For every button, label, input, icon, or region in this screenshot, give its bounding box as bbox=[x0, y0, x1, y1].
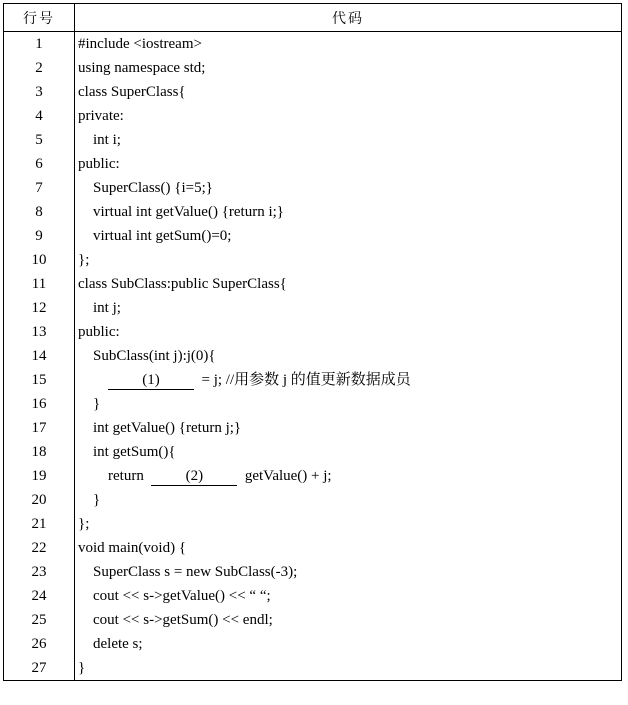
code-line: SuperClass s = new SubClass(-3); bbox=[75, 560, 622, 584]
code-line: } bbox=[75, 392, 622, 416]
table-row bbox=[4, 80, 622, 104]
table-row bbox=[4, 32, 622, 57]
code-fragment: = j; //用参数 j 的值更新数据成员 bbox=[194, 372, 411, 388]
line-number: 27 bbox=[4, 656, 75, 681]
line-number: 2 bbox=[4, 56, 75, 80]
code-line: #include <iostream> bbox=[75, 32, 622, 57]
table-row bbox=[4, 248, 622, 272]
table-row bbox=[4, 488, 622, 512]
code-line: SuperClass() {i=5;} bbox=[75, 176, 622, 200]
code-header: 代码 bbox=[75, 4, 622, 32]
line-number: 25 bbox=[4, 608, 75, 632]
code-table bbox=[3, 3, 622, 681]
line-number: 17 bbox=[4, 416, 75, 440]
code-line bbox=[75, 368, 622, 392]
table-row bbox=[4, 608, 622, 632]
table-row bbox=[4, 440, 622, 464]
code-line: private: bbox=[75, 104, 622, 128]
code-line: }; bbox=[75, 512, 622, 536]
code-line: } bbox=[75, 656, 622, 681]
code-fragment: getValue() + j; bbox=[237, 468, 332, 484]
code-line: virtual int getSum()=0; bbox=[75, 224, 622, 248]
code-line: SubClass(int j):j(0){ bbox=[75, 344, 622, 368]
code-line: int getSum(){ bbox=[75, 440, 622, 464]
line-number: 6 bbox=[4, 152, 75, 176]
line-number: 8 bbox=[4, 200, 75, 224]
line-number: 5 bbox=[4, 128, 75, 152]
table-row bbox=[4, 272, 622, 296]
table-row bbox=[4, 512, 622, 536]
code-line: virtual int getValue() {return i;} bbox=[75, 200, 622, 224]
code-line: using namespace std; bbox=[75, 56, 622, 80]
table-row bbox=[4, 56, 622, 80]
code-line: } bbox=[75, 488, 622, 512]
code-line: cout << s->getSum() << endl; bbox=[75, 608, 622, 632]
line-number: 14 bbox=[4, 344, 75, 368]
line-number: 15 bbox=[4, 368, 75, 392]
line-number: 19 bbox=[4, 464, 75, 488]
code-line: int i; bbox=[75, 128, 622, 152]
table-row bbox=[4, 368, 622, 392]
table-row bbox=[4, 464, 622, 488]
table-row bbox=[4, 344, 622, 368]
table-row bbox=[4, 536, 622, 560]
line-number: 26 bbox=[4, 632, 75, 656]
code-fragment: return bbox=[78, 468, 152, 484]
answer-blank-2: (2) bbox=[151, 467, 237, 486]
header-row bbox=[4, 4, 622, 32]
code-line: int j; bbox=[75, 296, 622, 320]
line-number: 9 bbox=[4, 224, 75, 248]
table-row bbox=[4, 584, 622, 608]
table-row bbox=[4, 200, 622, 224]
code-line: class SuperClass{ bbox=[75, 80, 622, 104]
code-fragment bbox=[78, 372, 108, 388]
line-number: 23 bbox=[4, 560, 75, 584]
table-row bbox=[4, 104, 622, 128]
line-number: 4 bbox=[4, 104, 75, 128]
table-row bbox=[4, 152, 622, 176]
line-number: 21 bbox=[4, 512, 75, 536]
table-row bbox=[4, 176, 622, 200]
table-row bbox=[4, 416, 622, 440]
line-number: 24 bbox=[4, 584, 75, 608]
line-number: 18 bbox=[4, 440, 75, 464]
code-line: int getValue() {return j;} bbox=[75, 416, 622, 440]
code-line: delete s; bbox=[75, 632, 622, 656]
line-number-header: 行号 bbox=[4, 4, 75, 32]
table-row bbox=[4, 560, 622, 584]
code-line bbox=[75, 464, 622, 488]
code-line: }; bbox=[75, 248, 622, 272]
line-number: 3 bbox=[4, 80, 75, 104]
code-line: void main(void) { bbox=[75, 536, 622, 560]
line-number: 10 bbox=[4, 248, 75, 272]
table-row bbox=[4, 632, 622, 656]
line-number: 12 bbox=[4, 296, 75, 320]
line-number: 11 bbox=[4, 272, 75, 296]
table-row bbox=[4, 392, 622, 416]
table-row bbox=[4, 656, 622, 681]
line-number: 13 bbox=[4, 320, 75, 344]
table-row bbox=[4, 224, 622, 248]
table-row bbox=[4, 320, 622, 344]
line-number: 7 bbox=[4, 176, 75, 200]
answer-blank-1: (1) bbox=[108, 371, 194, 390]
table-row bbox=[4, 296, 622, 320]
code-line: cout << s->getValue() << “ “; bbox=[75, 584, 622, 608]
code-line: public: bbox=[75, 320, 622, 344]
code-line: class SubClass:public SuperClass{ bbox=[75, 272, 622, 296]
line-number: 22 bbox=[4, 536, 75, 560]
line-number: 16 bbox=[4, 392, 75, 416]
line-number: 20 bbox=[4, 488, 75, 512]
table-row bbox=[4, 128, 622, 152]
code-line: public: bbox=[75, 152, 622, 176]
line-number: 1 bbox=[4, 32, 75, 57]
